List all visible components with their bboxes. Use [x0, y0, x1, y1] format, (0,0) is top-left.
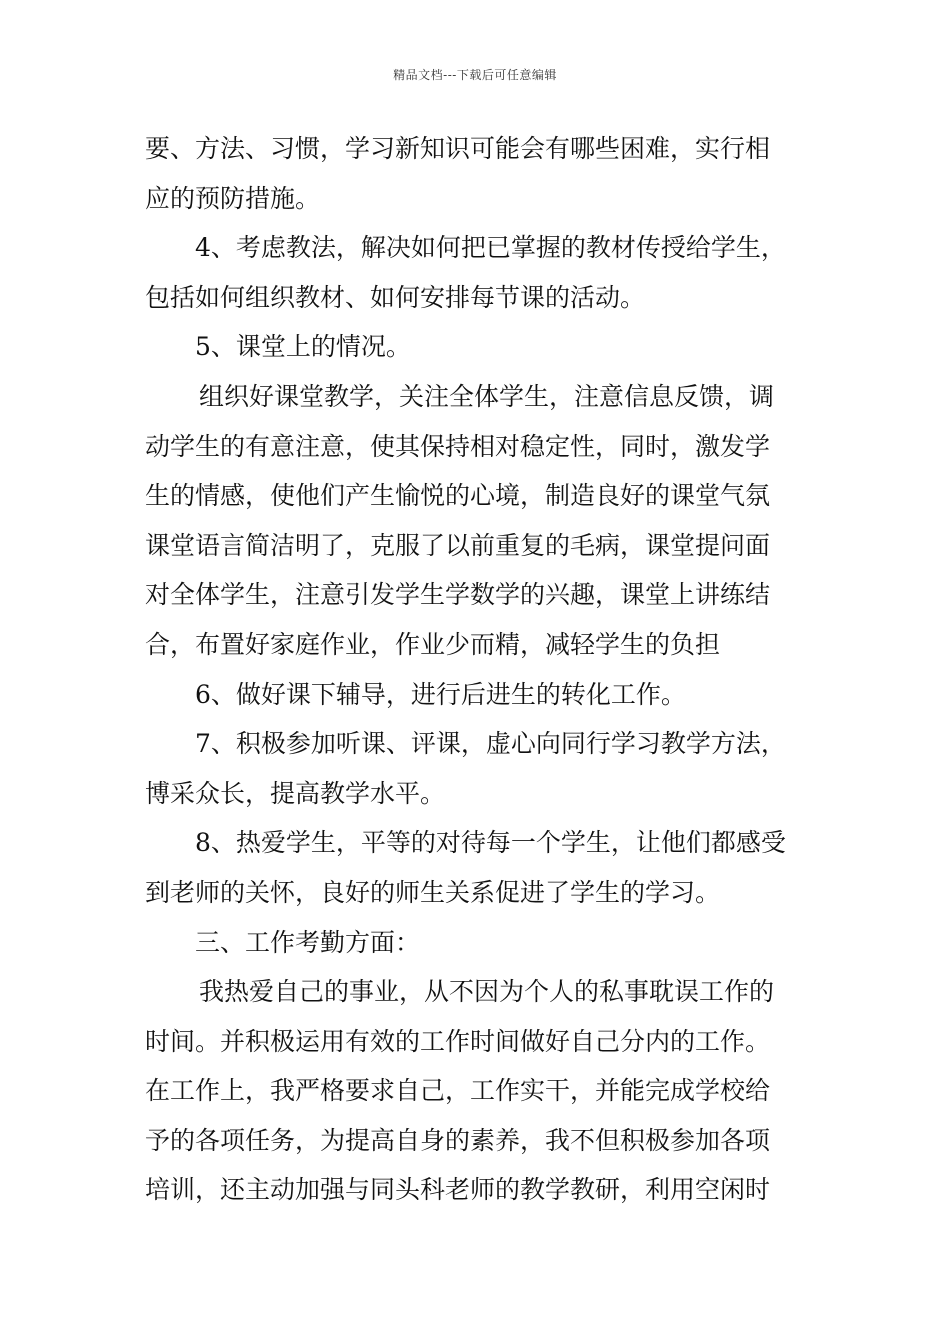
text-line: 时间。并积极运用有效的工作时间做好自己分内的工作。 [145, 1026, 771, 1056]
text-line: 动学生的有意注意，使其保持相对稳定性，同时，激发学 [145, 431, 771, 461]
text-line: 包括如何组织教材、如何安排每节课的活动。 [145, 282, 646, 312]
text-line: 予的各项任务，为提高自身的素养，我不但积极参加各项 [145, 1125, 771, 1155]
text-line: 博采众长，提高教学水平。 [145, 778, 446, 808]
text-line: 到老师的关怀，良好的师生关系促进了学生的学习。 [145, 877, 721, 907]
text-line: 在工作上，我严格要求自己，工作实干，并能完成学校给 [145, 1076, 771, 1106]
text-line: 4、考虑教法，解决如何把已掌握的教材传授给学生， [195, 233, 786, 263]
text-line: 6、做好课下辅导，进行后进生的转化工作。 [195, 679, 686, 709]
text-line: 应的预防措施。 [145, 183, 321, 213]
text-line: 8、热爱学生，平等的对待每一个学生，让他们都感受 [195, 828, 786, 858]
text-line: 课堂语言简洁明了，克服了以前重复的毛病，课堂提问面 [145, 530, 771, 560]
text-line: 培训，还主动加强与同头科老师的教学教研，利用空闲时 [145, 1175, 771, 1205]
text-line: 7、积极参加听课、评课，虚心向同行学习教学方法， [195, 729, 786, 759]
text-line: 我热爱自己的事业，从不因为个人的私事耽误工作的 [199, 977, 775, 1007]
text-line: 5、课堂上的情况。 [195, 332, 411, 362]
text-line: 合，布置好家庭作业，作业少而精，减轻学生的负担 [145, 629, 721, 659]
text-line: 对全体学生，注意引发学生学数学的兴趣，课堂上讲练结 [145, 580, 771, 610]
page-header: 精品文档---下载后可任意编辑 [393, 68, 557, 82]
text-line: 要、方法、习惯，学习新知识可能会有哪些困难，实行相 [145, 134, 771, 163]
text-line: 生的情感，使他们产生愉悦的心境，制造良好的课堂气氛 [145, 481, 771, 511]
text-line: 组织好课堂教学，关注全体学生，注意信息反馈，调 [199, 381, 775, 411]
document-body [145, 124, 810, 1215]
text-line: 三、工作考勤方面： [195, 927, 421, 957]
